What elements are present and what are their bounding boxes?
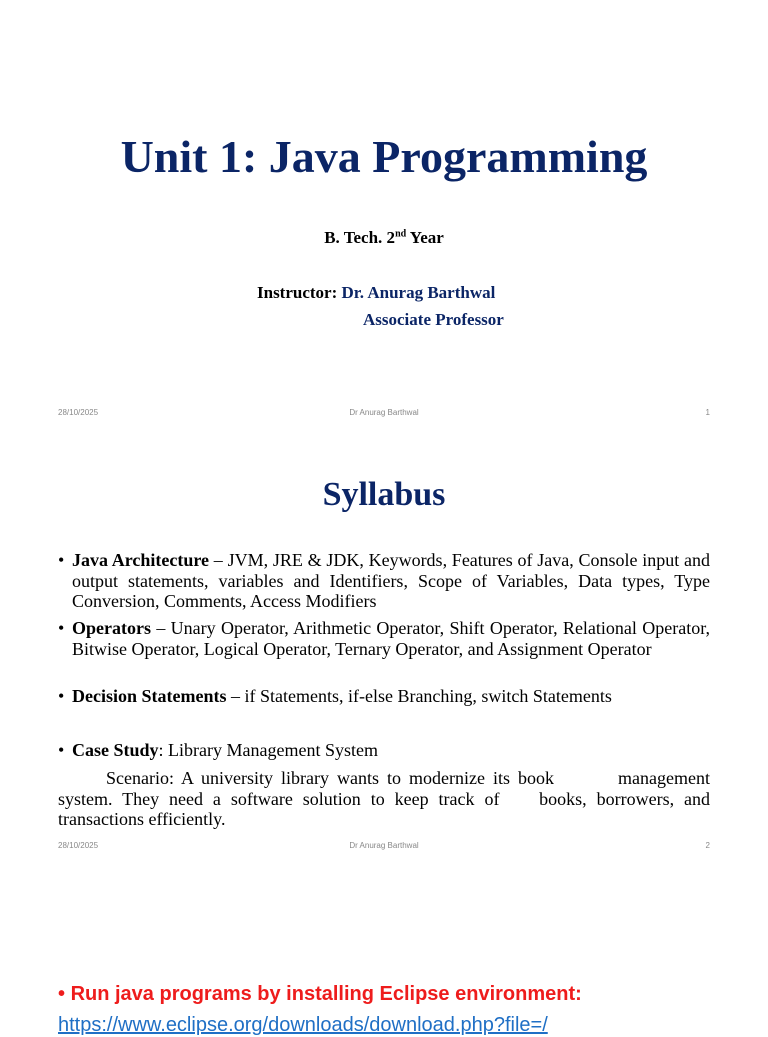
bullet-dot: • bbox=[58, 618, 65, 638]
instructor-line bbox=[257, 283, 495, 303]
instructor-role: Associate Professor bbox=[363, 310, 504, 329]
page-number: 2 bbox=[705, 841, 710, 850]
instructor-name: Dr. Anurag Barthwal bbox=[341, 283, 496, 302]
page-number: 1 bbox=[705, 408, 710, 417]
course-year: B. Tech. 2nd Year bbox=[324, 228, 444, 247]
bullet-dot: • bbox=[58, 740, 65, 760]
footer-date: 28/10/2025 bbox=[58, 841, 99, 850]
syllabus-title: Syllabus bbox=[322, 476, 446, 513]
slide-1 bbox=[0, 0, 768, 430]
eclipse-download-link[interactable]: https://www.eclipse.org/downloads/download.php?file=/ bbox=[58, 1014, 548, 1036]
syllabus-bullet-4: • Case Study: Library Management System bbox=[58, 740, 378, 760]
case-study-scenario: Scenario: A university library wants to modernize its book management system. They need a software solution to keep track of books, borrowers, and transactions efficiently. bbox=[58, 768, 715, 829]
footer-author: Dr Anurag Barthwal bbox=[349, 841, 419, 850]
footer-date: 28/10/2025 bbox=[58, 408, 99, 417]
footer-author: Dr Anurag Barthwal bbox=[349, 408, 419, 417]
syllabus-bullet-3: • Decision Statements – if Statements, if-else Branching, switch Statements bbox=[58, 686, 612, 706]
eclipse-bullet: • Run java programs by installing Eclipse environment: bbox=[58, 983, 582, 1005]
bullet-dot: • bbox=[58, 686, 65, 706]
slide-title: Unit 1: Java Programming bbox=[120, 131, 648, 182]
syllabus-bullet-2: • Operators – Unary Operator, Arithmetic Operator, Shift Operator, Relational Operator, Bitwise Operator, Logical Operator, Ternary Operator, and Assignment Operator bbox=[58, 618, 711, 659]
instructor-label: Instructor: bbox=[257, 283, 342, 302]
bullet-dot: • bbox=[58, 550, 65, 570]
syllabus-bullet-1: • Java Architecture – JVM, JRE & JDK, Keywords, Features of Java, Console input and output statements, variables and Identifiers, Scope of Variables, Data types, Type Conversion, Comments, Access Modifiers bbox=[58, 550, 711, 611]
